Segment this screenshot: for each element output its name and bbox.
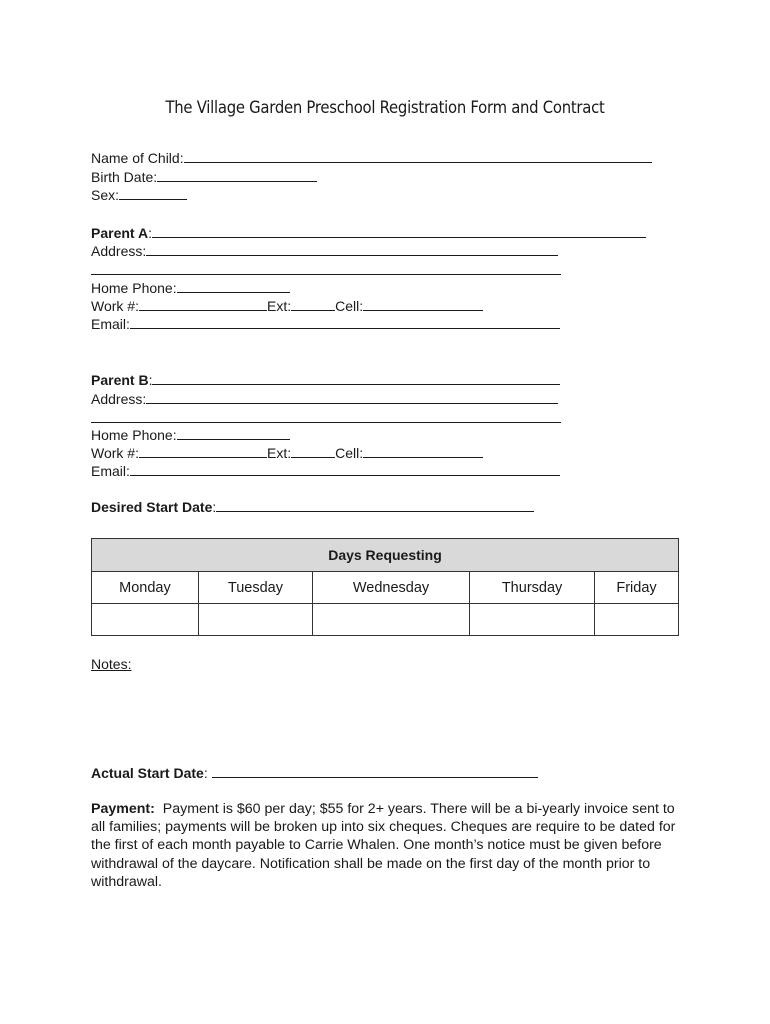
parent-a-address-label: Address: [91,243,147,259]
child-name-row [91,149,652,167]
payment-text: Payment is $60 per day; $55 for 2+ years. There will be a bi-yearly invoice sent to all families; payments will be broken up into six cheques. Cheques are require to be dated for the first of each month payable to Carrie Whalen. One month’s notice must be given before withdrawal of the daycare. Notification shall be made on the first day of the month prior to withdrawal. [91,801,676,890]
day-thursday: Thursday [470,572,595,604]
parent-a-address-row [91,242,558,260]
parent-a-home-phone-row [91,279,290,297]
parent-b-cell-field[interactable] [363,444,483,458]
parent-a-work-label: Work #: [91,298,139,314]
thursday-checkbox-cell[interactable] [470,604,595,636]
parent-a-home-phone-label: Home Phone: [91,280,177,296]
parent-b-work-label: Work #: [91,445,139,461]
tuesday-checkbox-cell[interactable] [198,604,312,636]
parent-a-name-field[interactable] [152,224,646,238]
parent-b-address-field[interactable] [146,390,558,404]
child-name-label: Name of Child: [91,150,184,166]
parent-b-home-phone-field[interactable] [177,426,290,440]
parent-b-ext-label: Ext: [266,445,292,461]
sex-label: Sex: [91,187,120,203]
day-wednesday: Wednesday [312,572,469,604]
sex-row [91,186,187,204]
desired-start-field[interactable] [216,498,534,512]
parent-b-row: Parent B: [91,371,560,389]
parent-a-ext-field[interactable] [291,297,335,311]
parent-a-home-phone-field[interactable] [177,279,290,293]
birth-date-row [91,168,317,186]
parent-b-home-phone-row [91,426,290,444]
parent-b-email-field[interactable] [130,462,560,476]
parent-a-row: Parent A: [91,224,646,242]
monday-checkbox-cell[interactable] [92,604,199,636]
notes-label: Notes: [91,656,132,672]
birth-date-field[interactable] [157,168,317,182]
parent-a-email-row [91,315,560,333]
days-table-header: Days Requesting [92,539,679,572]
parent-b-home-phone-label: Home Phone: [91,427,177,443]
actual-start-row: Actual Start Date: [91,764,538,782]
wednesday-checkbox-cell[interactable] [312,604,469,636]
parent-a-work-field[interactable] [139,297,267,311]
actual-start-label: Actual Start Date [91,765,204,781]
parent-a-cell-field[interactable] [363,297,483,311]
parent-b-cell-label: Cell: [335,445,364,461]
birth-date-label: Birth Date: [91,169,158,185]
days-requesting-table [91,538,679,636]
parent-b-name-field[interactable] [152,371,560,385]
parent-b-address-label: Address: [91,391,147,407]
parent-a-address-line2[interactable] [91,274,561,275]
parent-b-work-field[interactable] [139,444,267,458]
parent-b-work-row [91,444,483,462]
desired-start-label: Desired Start Date [91,499,213,515]
parent-a-cell-label: Cell: [335,298,364,314]
payment-label: Payment: [91,801,155,817]
actual-start-field[interactable] [212,764,538,778]
sex-field[interactable] [119,186,187,200]
parent-b-email-row [91,462,560,480]
day-tuesday: Tuesday [198,572,312,604]
parent-a-address-field[interactable] [146,242,558,256]
parent-a-email-label: Email: [91,316,130,332]
day-friday: Friday [595,572,679,604]
parent-b-address-line2[interactable] [91,422,561,423]
parent-b-ext-field[interactable] [291,444,335,458]
friday-checkbox-cell[interactable] [595,604,679,636]
parent-b-address-row [91,390,558,408]
parent-a-work-row [91,297,483,315]
parent-b-heading: Parent B [91,372,149,388]
parent-a-email-field[interactable] [130,315,560,329]
payment-paragraph [91,800,681,891]
parent-a-ext-label: Ext: [266,298,292,314]
desired-start-row: Desired Start Date: [91,498,534,516]
form-title: The Village Garden Preschool Registration Form and Contract [165,98,605,117]
parent-b-email-label: Email: [91,463,130,479]
child-name-field[interactable] [184,149,652,163]
parent-a-heading: Parent A [91,225,149,241]
day-monday: Monday [92,572,199,604]
